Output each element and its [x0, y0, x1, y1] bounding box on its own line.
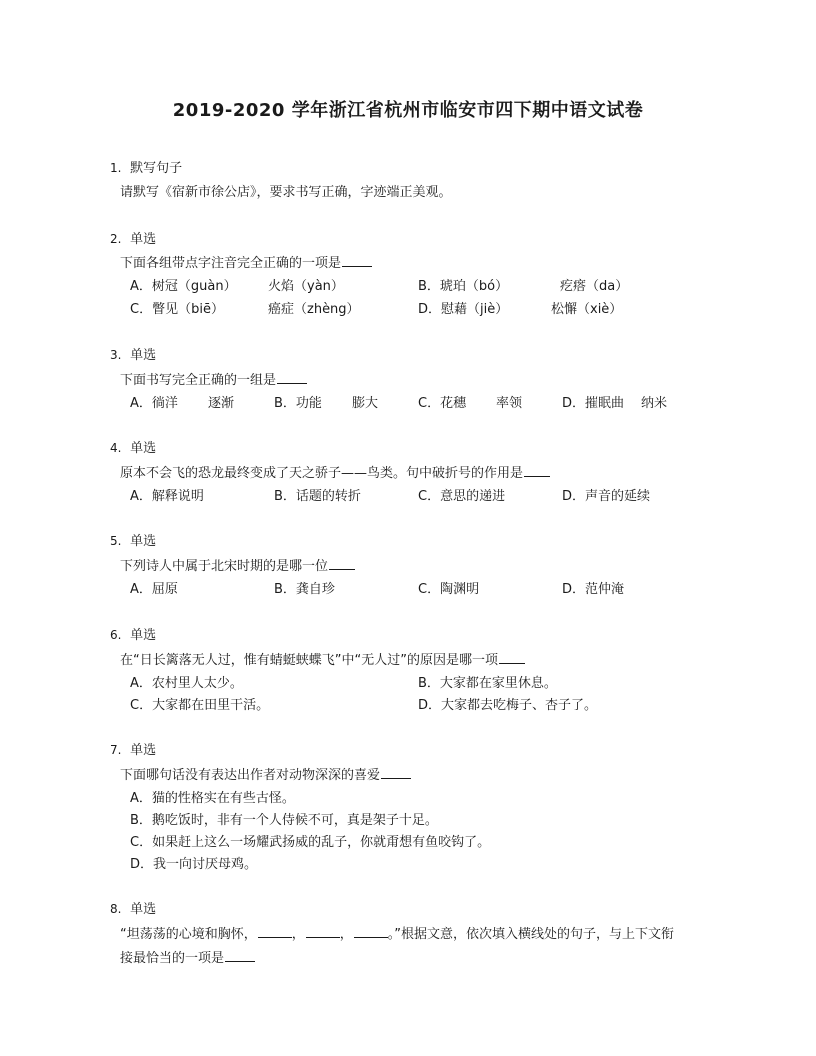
- answer-blank: [306, 925, 340, 938]
- option-c-part1: C．花穗: [418, 396, 467, 411]
- blank-separator: ，: [339, 927, 353, 942]
- option-c: C．意思的递进: [418, 489, 506, 504]
- question-number: 5.: [110, 534, 122, 548]
- option-b: B．鹅吃饭时，非有一个人侍候不可，真是架子十足。: [130, 813, 438, 828]
- option-c-part1: C．瞥见（biē）: [130, 302, 224, 317]
- option-b: B．大家都在家里休息。: [418, 676, 557, 691]
- option-d-part2: 纳米: [641, 396, 668, 411]
- question-type: 单选: [130, 534, 157, 549]
- answer-blank: [354, 925, 388, 938]
- question-8-stem-line1: [120, 923, 674, 942]
- option-c: C．大家都在田里干活。: [130, 698, 270, 713]
- question-number: 4.: [110, 441, 122, 455]
- question-3-header: [110, 344, 156, 363]
- question-number: 7.: [110, 743, 122, 757]
- question-type: 单选: [130, 902, 157, 917]
- question-7-header: [110, 739, 156, 758]
- option-a: A．猫的性格实在有些古怪。: [130, 791, 295, 806]
- question-type: 单选: [130, 743, 157, 758]
- question-type: 单选: [130, 232, 157, 247]
- stem-text: 下列诗人中属于北宋时期的是哪一位: [120, 559, 329, 574]
- question-4-header: [110, 437, 156, 456]
- option-d-part1: D．摧眠曲: [562, 396, 625, 411]
- option-a: A．农村里人太少。: [130, 676, 243, 691]
- option-a: A．屈原: [130, 582, 178, 597]
- question-1-header: [110, 157, 182, 176]
- option-d: D．范仲淹: [562, 582, 625, 597]
- option-a-part1: A．徜洋: [130, 396, 178, 411]
- option-b: B．话题的转折: [274, 489, 361, 504]
- answer-blank: [499, 651, 525, 664]
- stem-text: 原本不会飞的恐龙最终变成了天之骄子——鸟类。句中破折号的作用是: [120, 466, 524, 481]
- answer-blank: [258, 925, 292, 938]
- question-2-header: [110, 228, 156, 247]
- page-title: 2019-2020 学年浙江省杭州市临安市四下期中语文试卷: [172, 100, 644, 121]
- stem-text: 下面哪句话没有表达出作者对动物深深的喜爱: [120, 768, 381, 783]
- question-2-stem: [120, 252, 372, 271]
- option-a: A．解释说明: [130, 489, 204, 504]
- stem-text: “坦荡荡的心境和胸怀，: [120, 927, 257, 942]
- option-b: B．龚自珍: [274, 582, 335, 597]
- option-c-part2: 率领: [496, 396, 523, 411]
- question-number: 1.: [110, 161, 122, 175]
- option-d: D．声音的延续: [562, 489, 651, 504]
- answer-blank: [225, 949, 255, 962]
- option-d: D．我一向讨厌母鸡。: [130, 857, 258, 872]
- question-8-header: [110, 898, 156, 917]
- option-a-part1: A．树冠（guàn）: [130, 279, 237, 294]
- option-b-part1: B．功能: [274, 396, 322, 411]
- question-8-stem-line2: [120, 947, 255, 966]
- question-5-stem: [120, 555, 355, 574]
- question-type: 单选: [130, 348, 157, 363]
- answer-blank: [329, 557, 355, 570]
- answer-blank: [524, 464, 550, 477]
- stem-text: 接最恰当的一项是: [120, 951, 225, 966]
- question-3-stem: [120, 369, 307, 388]
- question-5-header: [110, 530, 156, 549]
- stem-text: 下面书写完全正确的一组是: [120, 373, 277, 388]
- answer-blank: [381, 766, 411, 779]
- option-d-part1: D．慰藉（jiè）: [418, 302, 509, 317]
- question-type: 单选: [130, 441, 157, 456]
- question-6-stem: [120, 649, 525, 668]
- question-number: 3.: [110, 348, 122, 362]
- option-b-part2: 膨大: [352, 396, 379, 411]
- option-c: C．陶渊明: [418, 582, 480, 597]
- option-c: C．如果赶上这么一场耀武扬威的乱子，你就甭想有鱼咬钩了。: [130, 835, 491, 850]
- question-number: 2.: [110, 232, 122, 246]
- stem-text: 。”根据文意，依次填入横线处的句子，与上下文衔: [387, 927, 675, 942]
- stem-text: 下面各组带点字注音完全正确的一项是: [120, 256, 342, 271]
- question-7-stem: [120, 764, 411, 783]
- question-number: 6.: [110, 628, 122, 642]
- option-d: D．大家都去吃梅子、杏子了。: [418, 698, 598, 713]
- question-1-text: 请默写《宿新市徐公店》，要求书写正确，字迹端正美观。: [120, 185, 452, 200]
- blank-separator: ，: [291, 927, 305, 942]
- question-type: 单选: [130, 628, 157, 643]
- option-a-part2: 逐渐: [208, 396, 235, 411]
- answer-blank: [277, 371, 307, 384]
- option-a-part2: 火焰（yàn）: [268, 279, 344, 294]
- question-4-stem: [120, 462, 550, 481]
- option-c-part2: 癌症（zhèng）: [268, 302, 360, 317]
- option-d-part2: 松懈（xiè）: [551, 302, 623, 317]
- option-b-part1: B．琥珀（bó）: [418, 279, 509, 294]
- question-type: 默写句子: [130, 161, 183, 176]
- answer-blank: [342, 254, 372, 267]
- question-6-header: [110, 624, 156, 643]
- question-number: 8.: [110, 902, 122, 916]
- option-b-part2: 疙瘩（da）: [560, 279, 629, 294]
- stem-text: 在“日长篱落无人过，惟有蜻蜓蛱蝶飞”中“无人过”的原因是哪一项: [120, 653, 498, 668]
